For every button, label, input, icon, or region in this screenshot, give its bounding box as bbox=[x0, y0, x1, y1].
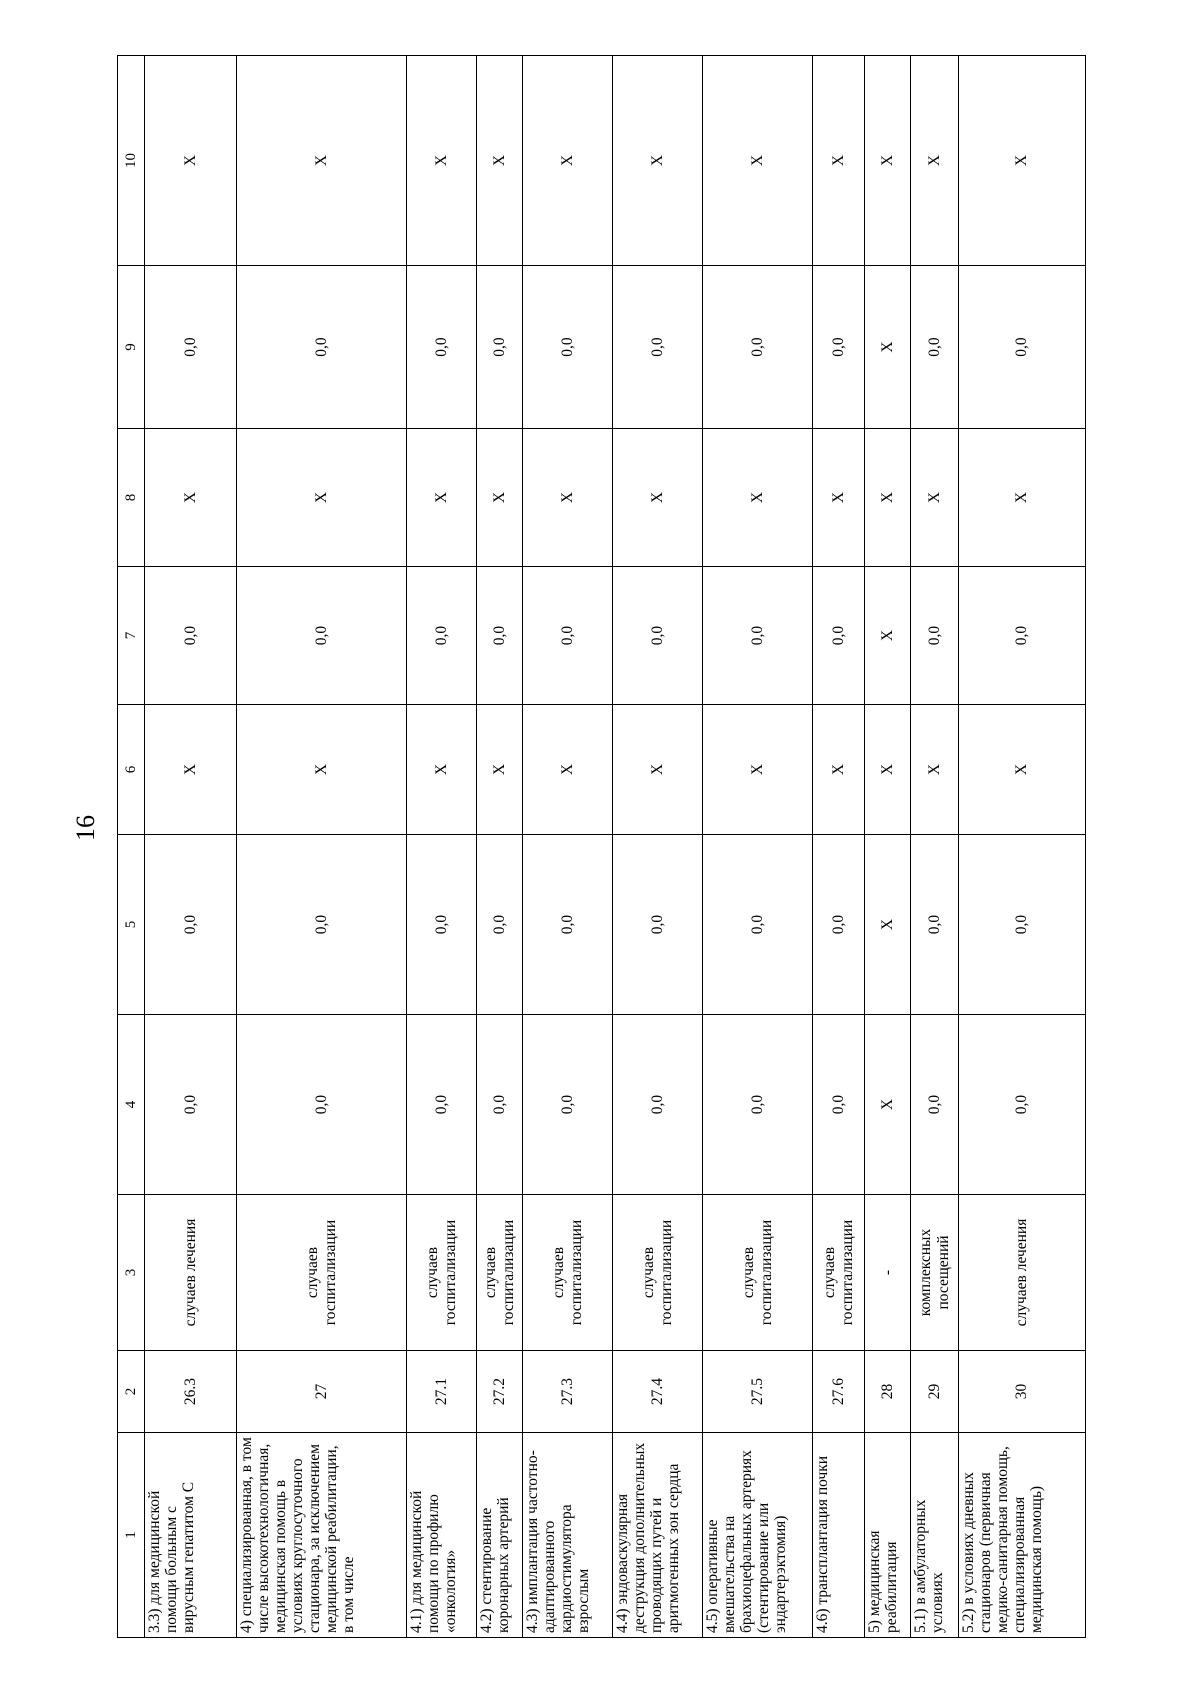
cell-col-5: 0,0 bbox=[237, 835, 407, 1015]
cell-col-5: 0,0 bbox=[145, 835, 237, 1015]
cell-col-7: 0,0 bbox=[703, 567, 813, 705]
cell-col-6: X bbox=[407, 705, 477, 835]
row-unit: комплексных посещений bbox=[911, 1195, 959, 1351]
cell-col-6: X bbox=[703, 705, 813, 835]
cell-col-9: 0,0 bbox=[911, 266, 959, 429]
row-unit: случаев госпитализации bbox=[523, 1195, 613, 1351]
cell-col-10: X bbox=[407, 56, 477, 266]
header-cell: 7 bbox=[118, 567, 145, 705]
cell-col-10: X bbox=[865, 56, 911, 266]
row-unit: случаев госпитализации bbox=[407, 1195, 477, 1351]
cell-col-10: X bbox=[145, 56, 237, 266]
cell-col-9: 0,0 bbox=[237, 266, 407, 429]
row-code: 27.3 bbox=[523, 1351, 613, 1433]
cell-col-5: 0,0 bbox=[959, 835, 1086, 1015]
cell-col-4: 0,0 bbox=[813, 1015, 865, 1195]
cell-col-7: 0,0 bbox=[813, 567, 865, 705]
row-code: 27.4 bbox=[613, 1351, 703, 1433]
cell-col-6: X bbox=[477, 705, 523, 835]
row-unit: случаев госпитализации bbox=[237, 1195, 407, 1351]
cell-col-6: X bbox=[959, 705, 1086, 835]
table-frame bbox=[117, 56, 1082, 1638]
cell-col-6: X bbox=[523, 705, 613, 835]
row-unit: случаев госпитализации bbox=[813, 1195, 865, 1351]
row-unit: случаев лечения bbox=[145, 1195, 237, 1351]
cell-col-7: 0,0 bbox=[237, 567, 407, 705]
cell-col-7: 0,0 bbox=[407, 567, 477, 705]
cell-col-8: X bbox=[613, 429, 703, 567]
header-cell: 1 bbox=[118, 1433, 145, 1638]
cell-col-6: X bbox=[865, 705, 911, 835]
page-number: 16 bbox=[71, 815, 100, 841]
table-row bbox=[237, 56, 407, 1638]
table-row bbox=[523, 56, 613, 1638]
cell-col-5: X bbox=[865, 835, 911, 1015]
header-cell: 9 bbox=[118, 266, 145, 429]
header-cell: 2 bbox=[118, 1351, 145, 1433]
row-unit: - bbox=[865, 1195, 911, 1351]
cell-col-9: X bbox=[865, 266, 911, 429]
cell-col-7: 0,0 bbox=[523, 567, 613, 705]
table-row bbox=[865, 56, 911, 1638]
row-code: 27.6 bbox=[813, 1351, 865, 1433]
cell-col-5: 0,0 bbox=[523, 835, 613, 1015]
cell-col-4: 0,0 bbox=[477, 1015, 523, 1195]
row-unit: случаев лечения bbox=[959, 1195, 1086, 1351]
cell-col-7: 0,0 bbox=[959, 567, 1086, 705]
row-code: 28 bbox=[865, 1351, 911, 1433]
cell-col-9: 0,0 bbox=[477, 266, 523, 429]
cell-col-5: 0,0 bbox=[407, 835, 477, 1015]
cell-col-5: 0,0 bbox=[813, 835, 865, 1015]
row-name: 5.2) в условиях дневных стационаров (первичная медико-санитарная помощь, специализированная медицинская помощь) bbox=[959, 1433, 1086, 1638]
cell-col-8: X bbox=[959, 429, 1086, 567]
row-unit: случаев госпитализации bbox=[613, 1195, 703, 1351]
table-row bbox=[813, 56, 865, 1638]
header-cell: 3 bbox=[118, 1195, 145, 1351]
cell-col-9: 0,0 bbox=[407, 266, 477, 429]
row-name: 4.6) трансплантация почки bbox=[813, 1433, 865, 1638]
cell-col-9: 0,0 bbox=[959, 266, 1086, 429]
cell-col-7: 0,0 bbox=[613, 567, 703, 705]
cell-col-8: X bbox=[703, 429, 813, 567]
row-code: 26.3 bbox=[145, 1351, 237, 1433]
row-code: 27 bbox=[237, 1351, 407, 1433]
cell-col-10: X bbox=[813, 56, 865, 266]
row-unit: случаев госпитализации bbox=[703, 1195, 813, 1351]
table-row bbox=[703, 56, 813, 1638]
header-cell: 6 bbox=[118, 705, 145, 835]
header-cell: 4 bbox=[118, 1015, 145, 1195]
cell-col-9: 0,0 bbox=[613, 266, 703, 429]
cell-col-8: X bbox=[237, 429, 407, 567]
cell-col-8: X bbox=[865, 429, 911, 567]
cell-col-4: X bbox=[865, 1015, 911, 1195]
row-code: 27.5 bbox=[703, 1351, 813, 1433]
row-name: 4) специализированная, в том числе высокотехнологичная, медицинская помощь в условиях круглосуточного стационара, за исключением медицинской реабилитации, в том числе bbox=[237, 1433, 407, 1638]
data-table bbox=[117, 55, 1086, 1638]
header-cell: 10 bbox=[118, 56, 145, 266]
header-cell: 5 bbox=[118, 835, 145, 1015]
row-code: 30 bbox=[959, 1351, 1086, 1433]
cell-col-9: 0,0 bbox=[145, 266, 237, 429]
row-name: 5.1) в амбулаторных условиях bbox=[911, 1433, 959, 1638]
table-row bbox=[959, 56, 1086, 1638]
cell-col-8: X bbox=[477, 429, 523, 567]
cell-col-7: X bbox=[865, 567, 911, 705]
cell-col-4: 0,0 bbox=[523, 1015, 613, 1195]
cell-col-10: X bbox=[613, 56, 703, 266]
cell-col-10: X bbox=[959, 56, 1086, 266]
table-row bbox=[613, 56, 703, 1638]
cell-col-7: 0,0 bbox=[911, 567, 959, 705]
cell-col-5: 0,0 bbox=[911, 835, 959, 1015]
cell-col-9: 0,0 bbox=[813, 266, 865, 429]
cell-col-10: X bbox=[477, 56, 523, 266]
cell-col-7: 0,0 bbox=[477, 567, 523, 705]
row-code: 29 bbox=[911, 1351, 959, 1433]
row-code: 27.1 bbox=[407, 1351, 477, 1433]
table-row bbox=[477, 56, 523, 1638]
cell-col-6: X bbox=[145, 705, 237, 835]
header-row bbox=[118, 56, 145, 1638]
cell-col-4: 0,0 bbox=[911, 1015, 959, 1195]
cell-col-6: X bbox=[813, 705, 865, 835]
row-unit: случаев госпитализации bbox=[477, 1195, 523, 1351]
cell-col-8: X bbox=[145, 429, 237, 567]
cell-col-10: X bbox=[523, 56, 613, 266]
cell-col-4: 0,0 bbox=[613, 1015, 703, 1195]
cell-col-8: X bbox=[911, 429, 959, 567]
cell-col-8: X bbox=[407, 429, 477, 567]
cell-col-10: X bbox=[703, 56, 813, 266]
cell-col-5: 0,0 bbox=[477, 835, 523, 1015]
cell-col-7: 0,0 bbox=[145, 567, 237, 705]
cell-col-10: X bbox=[237, 56, 407, 266]
cell-col-9: 0,0 bbox=[523, 266, 613, 429]
cell-col-8: X bbox=[523, 429, 613, 567]
cell-col-6: X bbox=[237, 705, 407, 835]
cell-col-6: X bbox=[911, 705, 959, 835]
row-code: 27.2 bbox=[477, 1351, 523, 1433]
row-name: 5) медицинская реабилитация bbox=[865, 1433, 911, 1638]
row-name: 3.3) для медицинской помощи больным с вирусным гепатитом C bbox=[145, 1433, 237, 1638]
cell-col-6: X bbox=[613, 705, 703, 835]
row-name: 4.2) стентирование коронарных артерий bbox=[477, 1433, 523, 1638]
row-name: 4.5) оперативные вмешательства на брахиоцефальных артериях (стентирование или эндартерэктомия) bbox=[703, 1433, 813, 1638]
row-name: 4.1) для медицинской помощи по профилю «онкология» bbox=[407, 1433, 477, 1638]
cell-col-8: X bbox=[813, 429, 865, 567]
cell-col-5: 0,0 bbox=[613, 835, 703, 1015]
cell-col-9: 0,0 bbox=[703, 266, 813, 429]
cell-col-4: 0,0 bbox=[145, 1015, 237, 1195]
header-cell: 8 bbox=[118, 429, 145, 567]
table-row bbox=[407, 56, 477, 1638]
cell-col-5: 0,0 bbox=[703, 835, 813, 1015]
cell-col-4: 0,0 bbox=[959, 1015, 1086, 1195]
table-row bbox=[145, 56, 237, 1638]
cell-col-4: 0,0 bbox=[237, 1015, 407, 1195]
table-row bbox=[911, 56, 959, 1638]
cell-col-10: X bbox=[911, 56, 959, 266]
row-name: 4.4) эндоваскулярная деструкция дополнительных проводящих путей и аритмогенных зон сердца bbox=[613, 1433, 703, 1638]
cell-col-4: 0,0 bbox=[407, 1015, 477, 1195]
row-name: 4.3) имплантация частотно-адаптированного кардиостимулятора взрослым bbox=[523, 1433, 613, 1638]
cell-col-4: 0,0 bbox=[703, 1015, 813, 1195]
